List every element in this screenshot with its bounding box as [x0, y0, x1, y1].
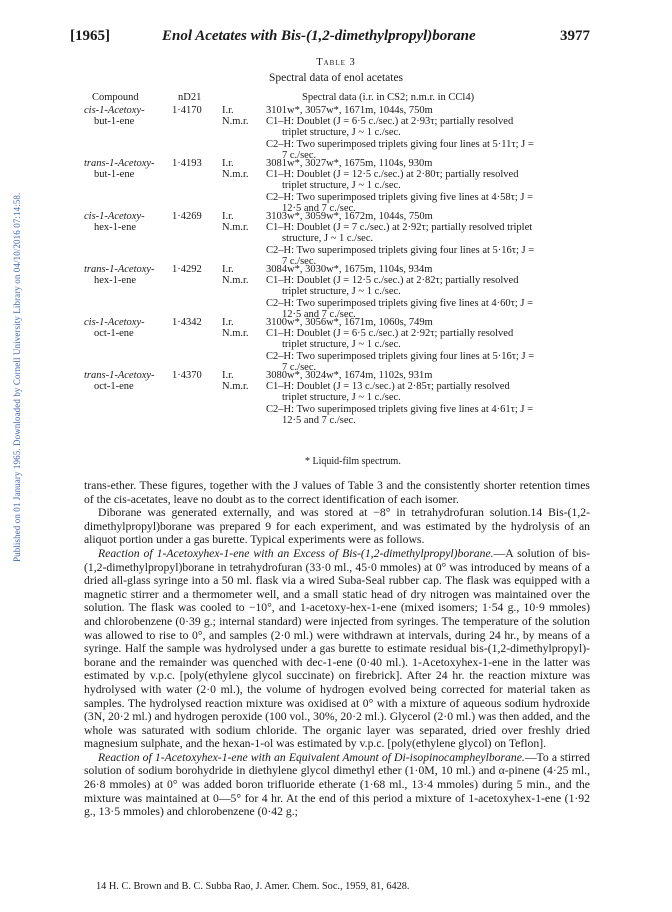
nmr-data-line: C2–H: Two superimposed triplets giving four lines at 5·16τ; J = — [266, 244, 535, 256]
paragraph-4 — [84, 751, 590, 819]
refractive-index: 1·4269 — [172, 211, 202, 222]
ir-label: I.r. — [222, 105, 234, 116]
nmr-data-line: C2–H: Two superimposed triplets giving four lines at 5·16τ; J = — [266, 350, 535, 362]
ir-data: 3081w*, 3027w*, 1675m, 1104s, 930m — [266, 158, 433, 169]
spectral-data — [266, 211, 588, 267]
compound-name-line-1: trans-1-Acetoxy- — [84, 264, 155, 275]
nmr-label: N.m.r. — [222, 328, 249, 340]
ir-label: I.r. — [222, 211, 234, 222]
table-footnote: * Liquid-film spectrum. — [305, 456, 401, 467]
ir-data: 3080w*, 3024w*, 1674m, 1102s, 931m — [266, 370, 433, 381]
nmr-data-line: triplet structure, J ~ 1 c./sec. — [282, 392, 401, 404]
nmr-data-line: C1–H: Doublet (J = 6·5 c./sec.) at 2·93τ; partially resolved — [266, 116, 514, 128]
table-label: Table 3 — [316, 57, 356, 68]
refractive-index: 1·4170 — [172, 105, 202, 116]
nmr-data-line: 7 c./sec. — [282, 255, 317, 267]
method-labels — [222, 105, 266, 127]
compound-name-line-2: but-1-ene — [94, 169, 135, 181]
col-header-compound: Compound — [92, 92, 139, 103]
compound-name-line-2: hex-1-ene — [94, 222, 136, 234]
compound-name-line-1: trans-1-Acetoxy- — [84, 370, 155, 381]
paragraph-1: trans-ether. These figures, together with the J values of Table 3 and the consistently shorter retention times of the cis-acetates, leave no doubt as to the correct identification of each isomer. — [84, 479, 590, 506]
spectral-data — [266, 264, 588, 320]
paragraph-2: Diborane was generated externally, and was stored at −8° in tetrahydrofuran solution.14 Bis-(1,2-dimethylpropyl)borane was prepared 9 for each experiment, and was estimated by the hydrolysis of an aliquot portion under a gas burette. Typical experiments were as follows. — [84, 506, 590, 547]
paragraph-3-heading: Reaction of 1-Acetoxyhex-1-ene with an Excess of Bis-(1,2-dimethylpropyl)borane. — [98, 546, 494, 560]
nmr-data-line: C1–H: Doublet (J = 7 c./sec.) at 2·92τ; partially resolved triplet — [266, 222, 533, 234]
nmr-data-line: 7 c./sec. — [282, 361, 317, 373]
nmr-label: N.m.r. — [222, 222, 249, 234]
footnote-14: 14 H. C. Brown and B. C. Subba Rao, J. Amer. Chem. Soc., 1959, 81, 6428. — [96, 881, 410, 892]
nmr-label: N.m.r. — [222, 275, 249, 287]
paragraph-3 — [84, 547, 590, 751]
nmr-data-line: C1–H: Doublet (J = 12·5 c./sec.) at 2·82τ; partially resolved — [266, 275, 519, 287]
running-title: Enol Acetates with Bis-(1,2-dimethylpropyl)borane — [162, 28, 476, 44]
nmr-data-line: triplet structure, J ~ 1 c./sec. — [282, 286, 401, 298]
compound-name — [84, 211, 174, 233]
method-labels — [222, 317, 266, 339]
ir-label: I.r. — [222, 158, 234, 169]
method-labels — [222, 264, 266, 286]
compound-name-line-2: oct-1-ene — [94, 328, 134, 340]
spectral-data — [266, 370, 588, 426]
ir-label: I.r. — [222, 264, 234, 275]
spectral-data — [266, 105, 588, 161]
refractive-index: 1·4342 — [172, 317, 202, 328]
compound-name-line-2: hex-1-ene — [94, 275, 136, 287]
ir-label: I.r. — [222, 317, 234, 328]
nmr-data-line: C2–H: Two superimposed triplets giving four lines at 5·11τ; J = — [266, 138, 534, 150]
body-text — [84, 479, 590, 819]
method-labels — [222, 211, 266, 233]
spectral-data — [266, 158, 588, 214]
ir-label: I.r. — [222, 370, 234, 381]
method-labels — [222, 158, 266, 180]
nmr-data-line: C1–H: Doublet (J = 6·5 c./sec.) at 2·92τ; partially resolved — [266, 328, 514, 340]
compound-name-line-1: cis-1-Acetoxy- — [84, 317, 145, 328]
nmr-data-line: triplet structure, J ~ 1 c./sec. — [282, 127, 401, 139]
nmr-label: N.m.r. — [222, 381, 249, 393]
method-labels — [222, 370, 266, 392]
nmr-data-line: C2–H: Two superimposed triplets giving five lines at 4·61τ; J = — [266, 403, 534, 415]
refractive-index: 1·4193 — [172, 158, 202, 169]
spectral-data — [266, 317, 588, 373]
nmr-data-line: C1–H: Doublet (J = 12·5 c./sec.) at 2·80τ; partially resolved — [266, 169, 519, 181]
table-caption: Spectral data of enol acetates — [268, 72, 404, 84]
refractive-index: 1·4292 — [172, 264, 202, 275]
compound-name — [84, 370, 174, 392]
nmr-data-line: C2–H: Two superimposed triplets giving five lines at 4·60τ; J = — [266, 297, 534, 309]
ir-data: 3100w*, 3056w*, 1671m, 1060s, 749m — [266, 317, 433, 328]
nmr-data-line: 12·5 and 7 c./sec. — [282, 414, 356, 426]
compound-name — [84, 105, 174, 127]
nmr-label: N.m.r. — [222, 116, 249, 128]
journal-year: [1965] — [70, 28, 110, 44]
compound-name — [84, 264, 174, 286]
compound-name-line-1: trans-1-Acetoxy- — [84, 158, 155, 169]
nmr-data-line: C1–H: Doublet (J = 13 c./sec.) at 2·85τ; partially resolved — [266, 381, 510, 393]
compound-name-line-2: oct-1-ene — [94, 381, 134, 393]
nmr-data-line: 12·5 and 7 c./sec. — [282, 202, 356, 214]
paragraph-4-text: —To a stirred solution of sodium borohydride in diethylene glycol dimethyl ether (1·0M, 10 ml.) and α-pinene (4·25 ml., 26·8 mmoles) at 0° was added boron trifluoride etherate (1·68 ml., 13·4 mmoles) during 5 min., and the mixture was maintained at 0—5° for 4 hr. At the end of this period a mixture of 1-acetoxyhex-1-ene (1·92 g., 13·5 mmoles) and chlorobenzene (0·42 g.; — [84, 750, 590, 819]
nmr-label: N.m.r. — [222, 169, 249, 181]
nmr-data-line: triplet structure, J ~ 1 c./sec. — [282, 339, 401, 351]
nmr-data-line: triplet structure, J ~ 1 c./sec. — [282, 180, 401, 192]
ir-data: 3084w*, 3030w*, 1675m, 1104s, 934m — [266, 264, 433, 275]
nmr-data-line: 12·5 and 7 c./sec. — [282, 308, 356, 320]
col-header-spectral-data: Spectral data (i.r. in CS2; n.m.r. in CCl4) — [302, 92, 475, 103]
compound-name — [84, 158, 174, 180]
col-header-refractive-index: nD21 — [178, 92, 202, 103]
paragraph-4-heading: Reaction of 1-Acetoxyhex-1-ene with an Equivalent Amount of Di-isopinocampheylborane. — [98, 750, 525, 764]
paragraph-3-text: —A solution of bis-(1,2-dimethylpropyl)borane in tetrahydrofuran (33·0 ml., 45·0 mmoles) at 0° was introduced by means of a dried all-glass syringe into a 50 ml. flask via a wired Suba-Seal rubber cap. The flask was equipped with a magnetic stirrer and a thermometer well, and a small static head of dry nitrogen was maintained over the solution. The flask was cooled to −10°, and 1-acetoxy-hex-1-ene (mixed isomers; 1·54 g., 10·9 mmoles) and chlorobenzene (0·39 g.; internal standard) were injected from syringes. The temperature of the solution was allowed to rise to 0°, and samples (2·0 ml.) were withdrawn at intervals, during 24 hr., by means of a syringe. Half the sample was hydrolysed under a gas burette to estimate residual bis-(1,2-dimethylpropyl)-borane and the remainder was quenched with dec-1-ene (0·40 ml.). 1-Acetoxyhex-1-ene in the latter was estimated by v.p.c. [poly(ethylene glycol succinate) on firebrick]. After 24 hr. the reaction mixture was hydrolysed with water (2·0 ml.), the volume of hydrogen evolved being corrected for material taken as samples. The hydrolysed reaction mixture was oxidised at 0° with a mixture of aqueous sodium hydroxide (3N, 20·2 ml.) and hydrogen peroxide (100 vol., 30%, 20·2 ml.). Glycerol (2·0 ml.) was then added, and the whole was saturated with sodium chloride. The organic layer was separated, dried over freshly dried magnesium sulphate, and the hexan-1-ol was estimated by v.p.c. [poly(ethylene glycol) on Teflon]. — [84, 546, 591, 751]
page-number: 3977 — [560, 28, 590, 44]
nmr-data-line: C2–H: Two superimposed triplets giving five lines at 4·58τ; J = — [266, 191, 534, 203]
compound-name-line-2: but-1-ene — [94, 116, 135, 128]
compound-name-line-1: cis-1-Acetoxy- — [84, 211, 145, 222]
download-notice: Published on 01 January 1965. Downloaded by Cornell University Library on 04/10/2016 07:14:58. — [12, 192, 22, 562]
refractive-index: 1·4370 — [172, 370, 202, 381]
ir-data: 3101w*, 3057w*, 1671m, 1044s, 750m — [266, 105, 433, 116]
ir-data: 3103w*, 3059w*, 1672m, 1044s, 750m — [266, 211, 433, 222]
compound-name-line-1: cis-1-Acetoxy- — [84, 105, 145, 116]
nmr-data-line: 7 c./sec. — [282, 149, 317, 161]
nmr-data-line: structure, J ~ 1 c./sec. — [282, 233, 374, 245]
compound-name — [84, 317, 174, 339]
